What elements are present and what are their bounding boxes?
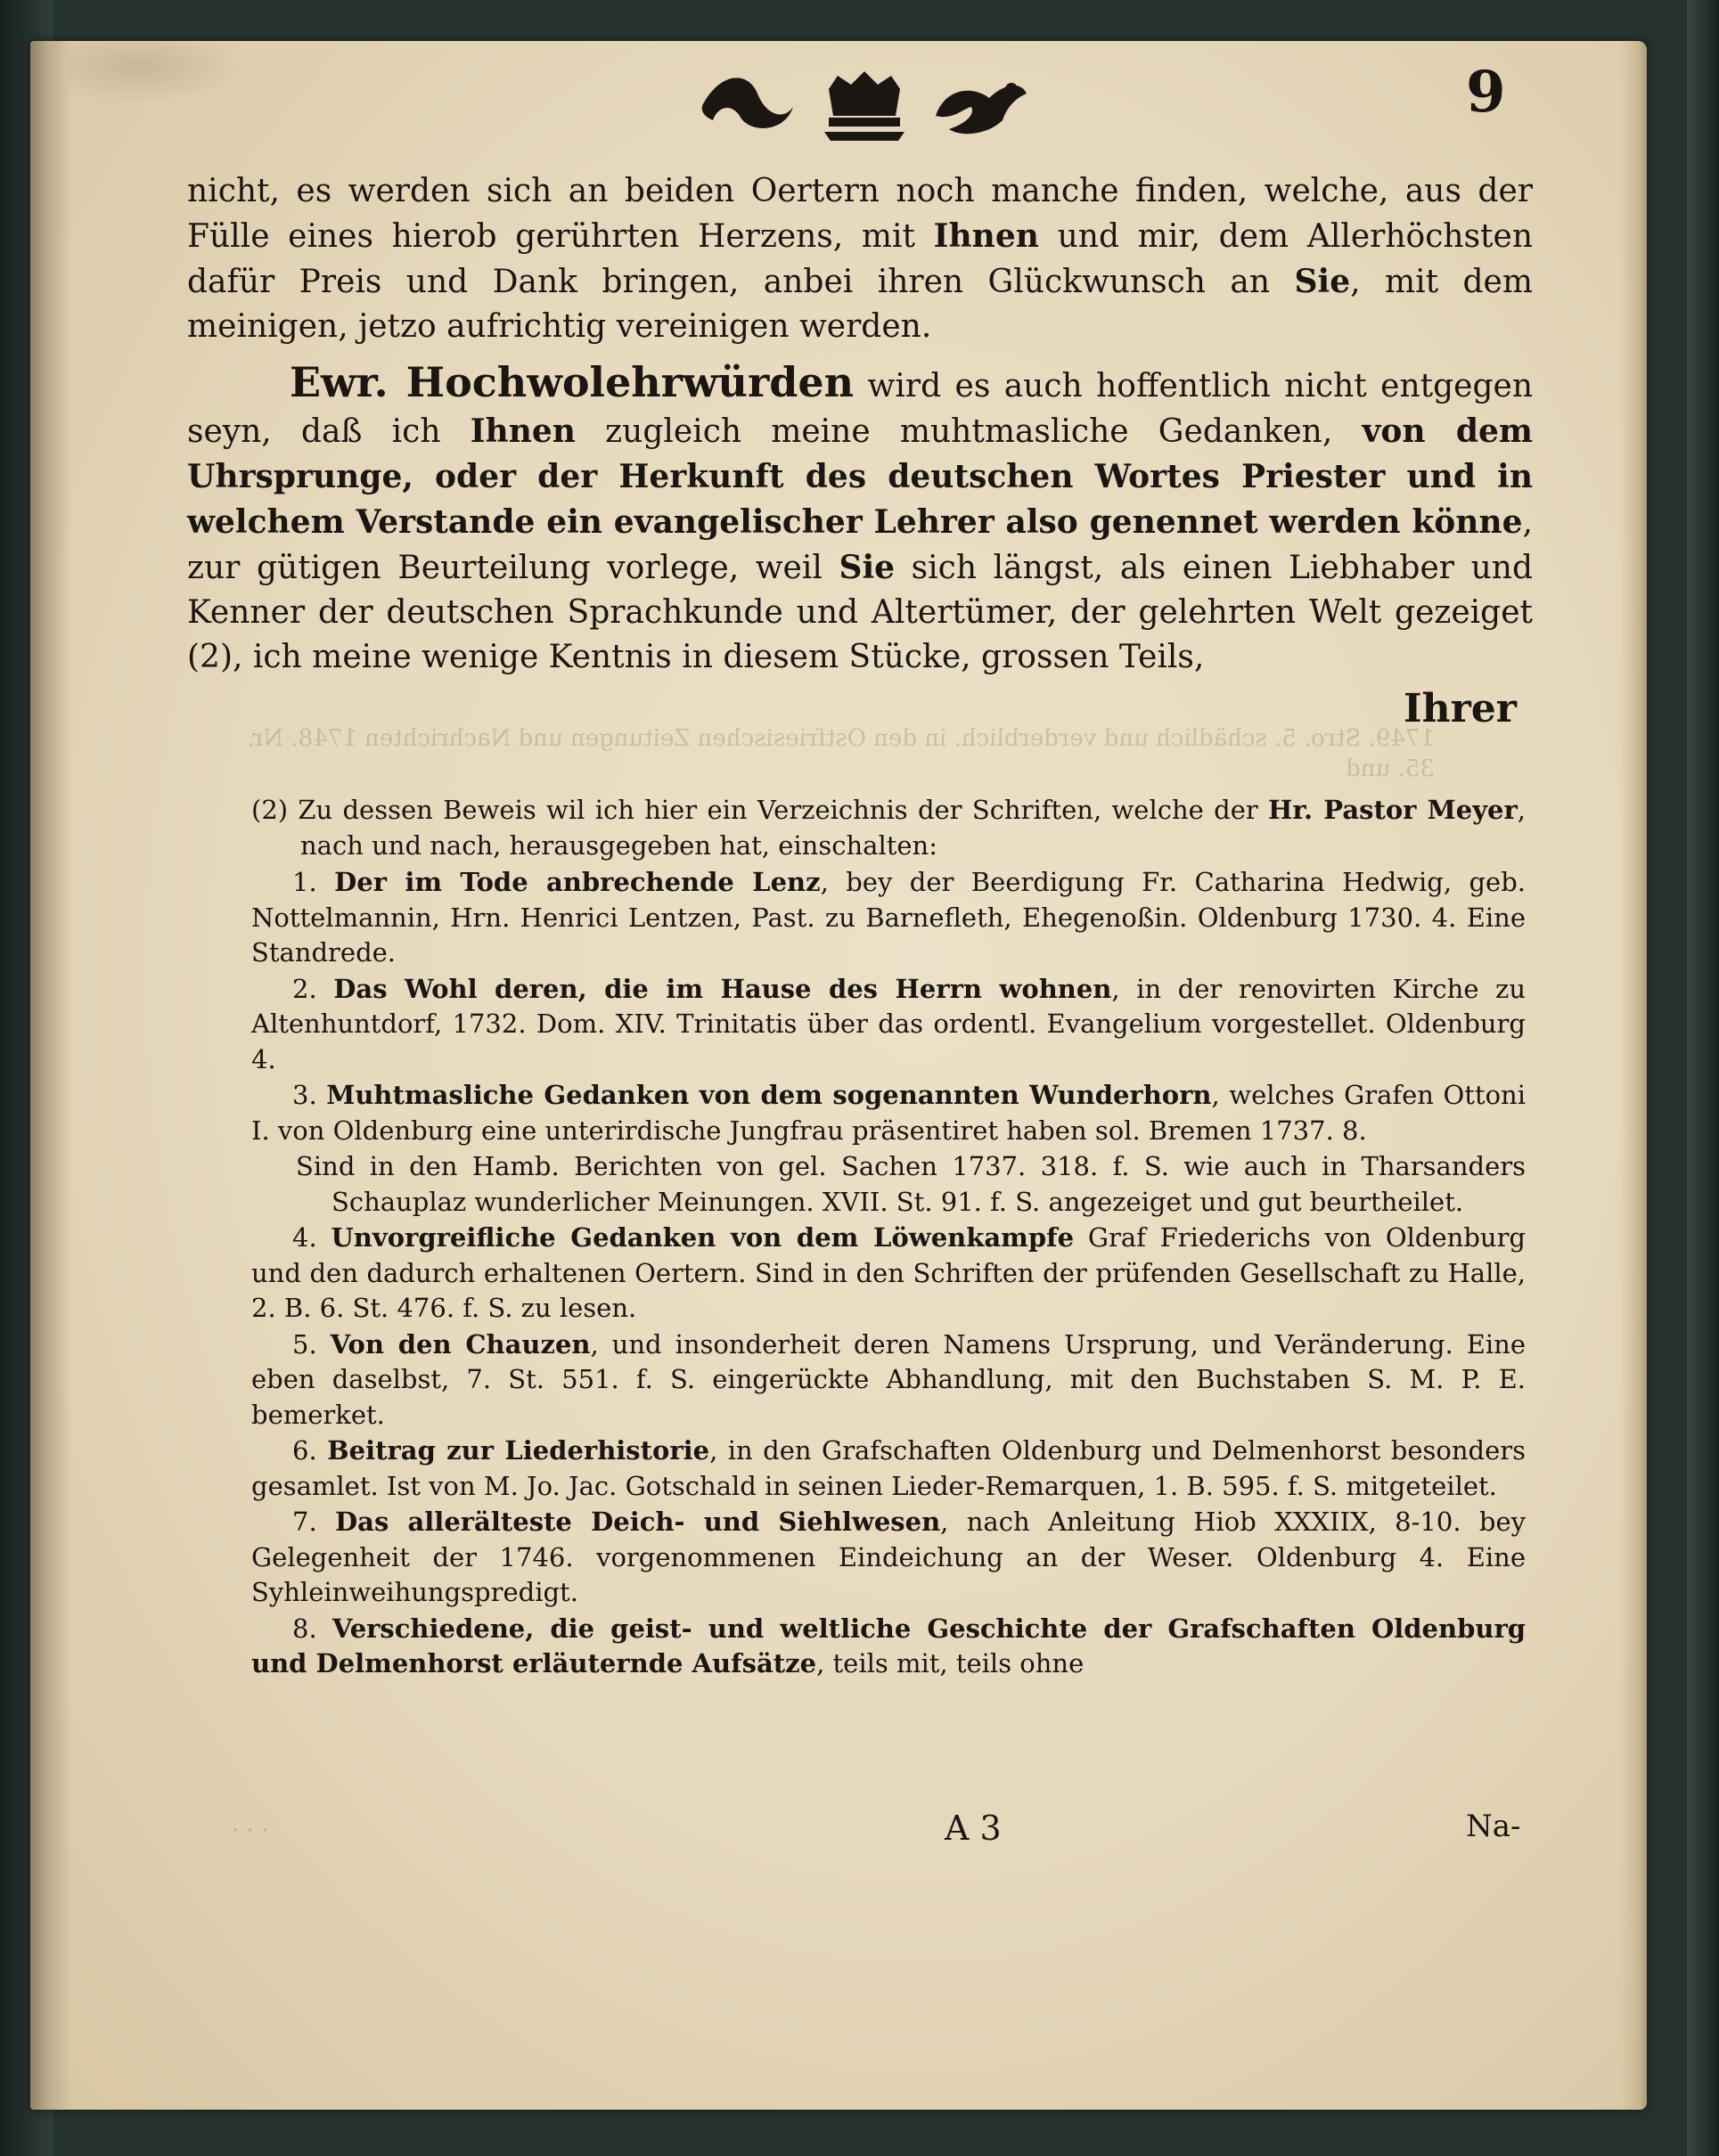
list-item-number: 6. [292,1435,317,1466]
list-item-number: 3. [292,1080,317,1110]
signature-mark: A 3 [945,1809,1002,1848]
footnote-intro-b: , nach und nach, herausgegeben hat, einschalten: [300,795,1526,861]
list-item-title: Der im Tode anbrechende Lenz [334,867,821,897]
footnote-list-2 [251,1221,1526,1682]
list-item-text: Graf Friederichs von Oldenburg und den dadurch erhaltenen Oertern. Sind in den Schriften der prüfenden Gesellschaft zu Halle, 2. B. 6. St. 476. f. S. zu lesen. [251,1222,1526,1323]
list-item-text: , in der renovirten Kirche zu Altenhuntdorf, 1732. Dom. XIV. Trinitatis über das ordentl. Evangelium vorgestellet. Oldenburg 4. [251,973,1527,1074]
list-item-text: , teils mit, teils ohne [816,1648,1085,1678]
list-item-number: 7. [292,1507,317,1537]
list-item [251,865,1526,971]
binding-right [1687,0,1719,2156]
list-item [251,1221,1526,1327]
paragraph-2-lead: Ewr. Hochwolehrwürden [290,358,855,406]
list-item-title: Muhtmasliche Gedanken von dem sogenannten Wunderhorn [326,1080,1212,1110]
list-item [251,1327,1526,1433]
paragraph-2-emphasis: Ihnen [470,412,576,450]
footer-bleed: · · · [232,1817,269,1844]
page-stain [66,41,244,103]
list-item-text: , in den Grafschaften Oldenburg und Delmenhorst besonders gesamlet. Ist von M. Jo. Jac. Gotschald in seinen Lieder-Remarquen, 1. B. 595. f. S. mitgeteilet. [251,1435,1526,1501]
list-item-title: Das allerälteste Deich- und Siehlwesen [335,1507,941,1537]
footnote-sub-note: Sind in den Hamb. Berichten von gel. Sachen 1737. 318. f. S. wie auch in Tharsanders Schauplaz wunderlicher Meinungen. XVII. St. 91. f. S. angezeiget und gut beurtheilet. [296,1151,1526,1217]
list-item-number: 2. [292,973,317,1004]
footnote-intro-emphasis: Hr. Pastor Meyer [1268,795,1518,825]
bleed-through-text: 1749. Stro. 5. schädlich und verderblich. in den Ostfriesischen Zeitungen und Nachrichten 1748. Nr. 35. und [247,725,1435,782]
list-item-text: , bey der Beerdigung Fr. Catharina Hedwig, geb. Nottelmannin, Hrn. Henrici Lentzen, Past. zu Barnefleth, Ehegenoßin. Oldenburg 1730. 4. Eine Standrede. [251,867,1527,968]
page-edge [1620,41,1647,2110]
paragraph-2-emphasis-3: Sie [839,549,896,586]
list-item-number: 1. [292,867,317,897]
paragraph-1-emphasis: Ihnen [933,217,1039,255]
paragraph-1-text-b: und mir, dem Allerhöchsten dafür Preis und Dank bringen, anbei ihren Glückwunsch an [187,218,1534,300]
paragraph-2-emphasis-2: von dem Uhrsprunge, oder der Herkunft des deutschen Wortes Priester und in welchem Verstande ein evangelischer Lehrer also genennet werden könne [187,412,1533,541]
list-item [251,1612,1526,1682]
paragraph-2-text-b: zugleich meine muhtmasliche Gedanken, [575,413,1363,450]
list-item-title: Von den Chauzen [330,1328,591,1360]
main-text [187,169,1533,690]
paragraph-2 [187,360,1533,680]
list-item-title: Unvorgreifliche Gedanken von dem Löwenkampfe [331,1222,1075,1253]
footnote-list-1 [251,865,1526,1148]
page-number: 9 [1466,59,1506,126]
paragraph-1-text-a: nicht, es werden sich an beiden Oertern noch manche finden, welche, aus der Fülle eines hierob gerührten Herzens, mit [187,173,1533,255]
list-item-title: Das Wohl deren, die im Hause des Herrn wohnen [333,973,1112,1004]
footnote-intro-a: (2) Zu dessen Beweis wil ich hier ein Verzeichnis der Schriften, welche der [251,795,1269,825]
footer-catchword: Na- [1466,1809,1521,1844]
list-item [251,1078,1526,1148]
list-item [251,1505,1526,1611]
list-item-title: Verschiedene, die geist- und weltliche Geschichte der Grafschaften Oldenburg und Delmenhorst erläuternde Aufsätze [251,1613,1527,1678]
catchword: Ihrer [1404,686,1517,731]
paragraph-1-text-c: , mit dem meinigen, jetzo aufrichtig vereinigen werden. [187,264,1534,345]
list-item-title: Beitrag zur Liederhistorie [327,1435,710,1466]
paragraph-2-text-d: sich längst, als einen Liebhaber und Kenner der deutschen Sprachkunde und Altertümer, der gelehrten Welt gezeiget (2), ich meine wenige Kentnis in diesem Stücke, grossen Teils, [187,550,1533,675]
printer-ornament-icon [695,53,1034,151]
list-item [251,972,1526,1078]
list-item-number: 8. [292,1613,317,1644]
list-item [251,1433,1526,1504]
list-item-text: , welches Grafen Ottoni I. von Oldenburg eine unterirdische Jungfrau präsentiret haben sol. Bremen 1737. 8. [251,1080,1527,1146]
footnote [251,793,1526,1683]
paragraph-2-text-a: wird es auch hoffentlich nicht entgegen seyn, daß ich [187,368,1534,450]
page-gutter [30,41,71,2110]
list-item-text: , nach Anleitung Hiob XXXIIX, 8-10. bey Gelegenheit der 1746. vorgenommenen Eindeichung an der Weser. Oldenburg 4. Eine Syhleinweihungspredigt. [251,1507,1526,1607]
paragraph-1-emphasis-2: Sie [1294,263,1351,300]
paragraph-2-text-c: , zur gütigen Beurteilung vorlege, weil [187,504,1533,586]
list-item-number: 4. [292,1222,317,1253]
paragraph-1 [187,169,1533,349]
list-item-number: 5. [292,1328,317,1360]
list-item-text: , und insonderheit deren Namens Ursprung, und Veränderung. Eine eben daselbst, 7. St. 551. f. S. eingerückte Abhandlung, mit den Buchstaben S. M. P. E. bemerket. [251,1328,1526,1430]
footnote-intro [251,793,1526,863]
